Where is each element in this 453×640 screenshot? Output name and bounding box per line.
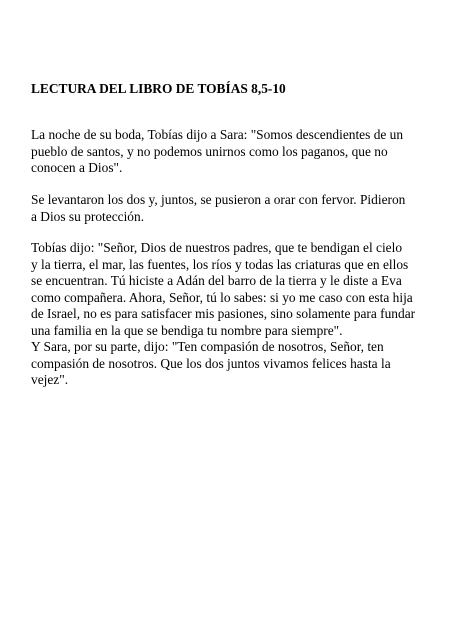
reading-title: LECTURA DEL LIBRO DE TOBÍAS 8,5-10 <box>31 81 286 96</box>
paragraph-prayer: Se levantaron los dos y, juntos, se pusieron a orar con fervor. Pidieron a Dios su protección. <box>31 192 406 224</box>
paragraph-wedding-night: La noche de su boda, Tobías dijo a Sara: "Somos descendientes de un pueblo de santos, y no podemos unirnos como los paganos, que no conocen a Dios". <box>31 127 404 176</box>
paragraph-tobias-prayer: Tobías dijo: "Señor, Dios de nuestros padres, que te bendigan el cielo y la tierra, el mar, las fuentes, los ríos y todas las criaturas que en ellos se encuentran. Tú hiciste a Adán del barro de la tierra y le diste a Eva como compañera. Ahora, Señor, tú lo sabes: si yo me caso con esta hija de Israel, no es para satisfacer mis pasiones, sino solamente para fundar una familia en la que se bendiga tu nombre para siempre". <box>31 240 416 338</box>
paragraph-sara-reply: Y Sara, por su parte, dijo: "Ten compasión de nosotros, Señor, ten compasión de nosotros. Que los dos juntos vivamos felices hasta la vejez". <box>31 339 391 388</box>
